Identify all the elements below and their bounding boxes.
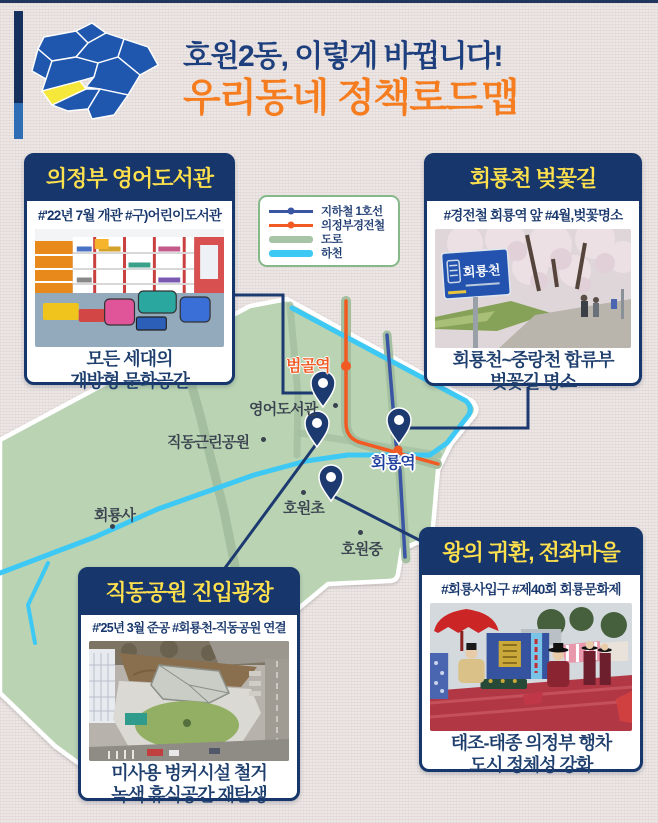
- card-cherry-blossom: [424, 153, 642, 392]
- subway-line-swatch: [269, 210, 313, 213]
- caption-line: 태조-태종 의정부 행차: [450, 733, 612, 753]
- label-beomgol-station: 범골역: [286, 358, 330, 375]
- legend-label: 의정부경전철: [321, 220, 385, 232]
- poi-dot: [333, 403, 338, 408]
- caption-line: 미사용 벙커시설 철거: [111, 763, 267, 783]
- card-hashtags: #회룡사입구 #제40회 회룡문화제: [441, 582, 621, 597]
- caption-line: 도시 정체성 강화: [469, 754, 593, 775]
- caption-line: 개방형 문화공간: [70, 370, 189, 391]
- poi-dot: [358, 530, 363, 535]
- card-jeonjwa-village: [419, 527, 643, 775]
- legend-row-subway: [269, 204, 389, 218]
- stream-swatch: [269, 250, 313, 257]
- lrt-line-swatch: [269, 224, 313, 227]
- card-title: 직동공원 진입광장: [81, 570, 297, 615]
- blossom-photo: [435, 229, 631, 348]
- card-hashtags: #경전철 회룡역 앞 #4월,벚꽃명소: [443, 208, 623, 223]
- caption-line: 모든 세대의: [86, 349, 173, 369]
- library-photo: [35, 229, 224, 347]
- poi-dot: [110, 524, 115, 529]
- caption-line: 회룡천~중랑천 합류부: [452, 350, 614, 370]
- legend-label: 지하철 1호선: [321, 206, 383, 218]
- card-hashtags: #'25년 3월 준공 #회룡천-직동공원 연결: [92, 621, 286, 635]
- map-legend: [258, 195, 400, 267]
- card-caption: [27, 349, 232, 393]
- caption-line: 벚꽃길 명소: [490, 371, 576, 392]
- card-title: 의정부 영어도서관: [27, 156, 232, 201]
- label-jikdong-park: 직동근린공원: [167, 434, 250, 451]
- card-english-library: [24, 153, 235, 391]
- legend-row-lrt: [269, 218, 389, 232]
- label-english-library: 영어도서관: [249, 401, 318, 418]
- poi-dot: [301, 490, 306, 495]
- label-hoeryongsa: 회룡사: [94, 507, 136, 524]
- card-caption: [427, 350, 639, 394]
- label-howon-middle: 호원중: [341, 541, 383, 558]
- stream-sign-text: 회룡천: [462, 262, 502, 280]
- card-caption: [81, 763, 297, 807]
- label-howon-elementary: 호원초: [283, 500, 325, 517]
- beomgol-station-dot: [341, 361, 351, 371]
- legend-row-road: [269, 232, 389, 246]
- label-hoeryong-station: 회룡역: [371, 455, 415, 472]
- caption-line: 녹색 휴식공간 재탄생: [111, 784, 267, 805]
- header-accent-bar: [14, 11, 23, 139]
- district-overview-map: [28, 19, 168, 132]
- legend-label: 도로: [321, 234, 343, 246]
- festival-photo: [430, 603, 632, 731]
- card-hashtags: #'22년 7월 개관 #구)어린이도서관: [37, 208, 222, 223]
- plaza-aerial-photo: [89, 641, 289, 761]
- legend-row-stream: [269, 246, 389, 260]
- card-park-plaza: [78, 567, 300, 805]
- card-caption: [422, 733, 640, 777]
- poster-subtitle: 우리동네 정책로드맵: [183, 77, 518, 120]
- card-title: 회룡천 벚꽃길: [427, 156, 639, 201]
- legend-label: 하천: [321, 248, 343, 260]
- card-title: 왕의 귀환, 전좌마을: [422, 530, 640, 575]
- poster-title: 호원2동, 이렇게 바뀝니다!: [183, 40, 502, 73]
- road-swatch: [269, 236, 313, 243]
- poi-dot: [261, 437, 266, 442]
